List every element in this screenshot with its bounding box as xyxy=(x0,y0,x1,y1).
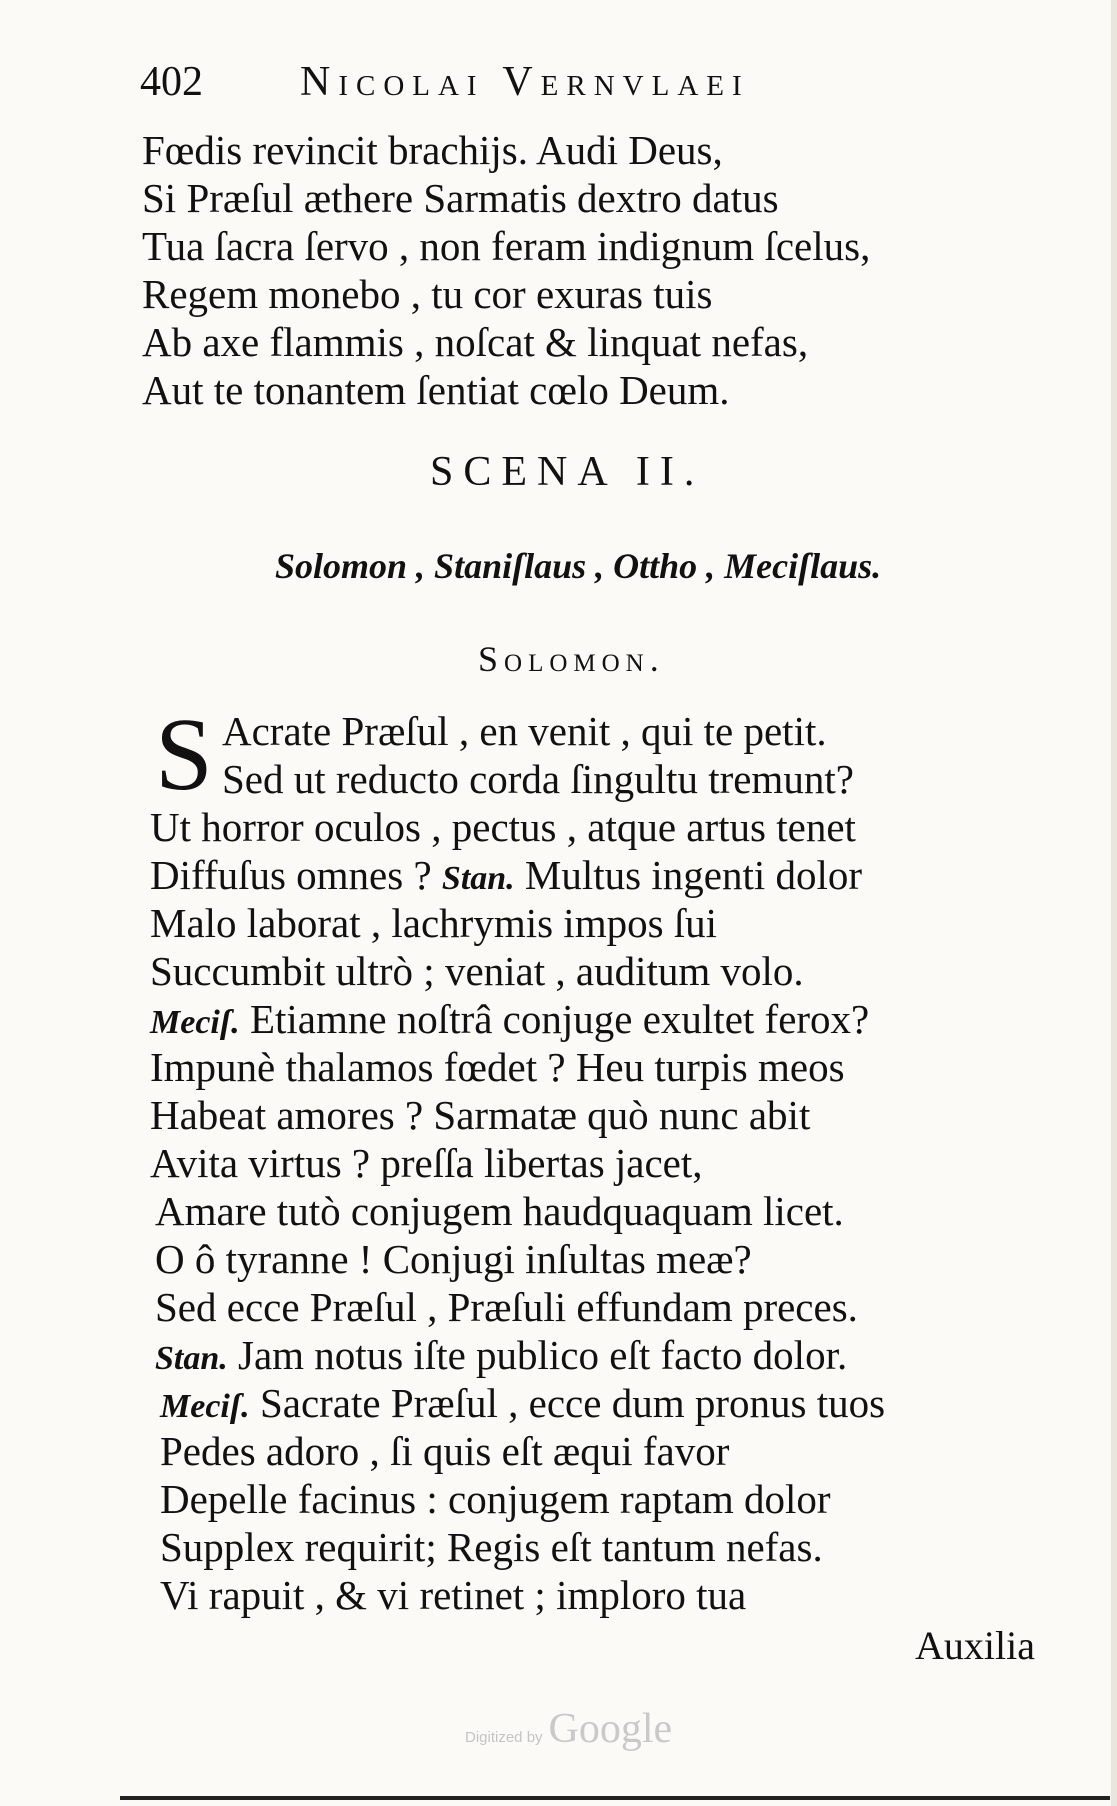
line-text: Amare tutò conjugem haudquaquam licet. xyxy=(155,1188,844,1234)
verse-line: Si Præſul æthere Sarmatis dextro datus xyxy=(142,175,779,221)
dialogue-line xyxy=(160,1427,729,1475)
line-text: Sed ecce Præſul , Præſuli effundam preces. xyxy=(155,1284,858,1330)
dialogue-line xyxy=(150,899,717,947)
running-header xyxy=(140,58,940,116)
line-text: Vi rapuit , & vi retinet ; imploro tua xyxy=(160,1572,747,1618)
dialogue-line xyxy=(150,1139,703,1187)
dialogue-line xyxy=(155,1235,752,1283)
digitization-watermark xyxy=(465,1705,672,1765)
line-text: O ô tyranne ! Conjugi inſultas meæ? xyxy=(155,1236,752,1282)
speaker-label: Stan. xyxy=(441,860,515,897)
dialogue-line xyxy=(160,1523,823,1571)
verse-line: Regem monebo , tu cor exuras tuis xyxy=(142,271,713,317)
running-title: Nicolai Vernvlaei xyxy=(300,59,750,105)
line-text: Depelle facinus : conjugem raptam dolor xyxy=(160,1476,831,1522)
dialogue-line xyxy=(150,803,856,851)
dialogue-line xyxy=(160,1475,831,1523)
dialogue-line xyxy=(155,1283,858,1331)
verse-line: Fœdis revincit brachijs. Audi Deus, xyxy=(142,127,723,173)
line-text: Etiamne noſtrâ conjuge exultet ferox? xyxy=(239,996,870,1042)
scene-title: SCENA II. xyxy=(430,449,705,495)
dialogue-line xyxy=(150,995,869,1043)
first-line: Acrate Præſul , en venit , qui te petit. xyxy=(222,708,827,754)
dialogue-line xyxy=(150,851,862,899)
line-text: Habeat amores ? Sarmatæ quò nunc abit xyxy=(150,1092,811,1138)
line-text: Malo laborat , lachrymis impos ſui xyxy=(150,900,718,946)
speaker-label: Meciſ. xyxy=(150,1004,240,1041)
line-text: Succumbit ultrò ; veniat , auditum volo. xyxy=(150,948,804,994)
line-text: Jam notus iſte publico eſt facto dolor. xyxy=(227,1332,848,1378)
dialogue-line xyxy=(150,947,804,995)
dialogue-line xyxy=(160,1571,746,1619)
line-text: Supplex requirit; Regis eſt tantum nefas. xyxy=(160,1524,823,1570)
digitized-by-label: Digitized by xyxy=(465,1729,543,1746)
line-text: Ut horror oculos , pectus , atque artus tenet xyxy=(150,804,856,850)
line-text: Impunè thalamos fœdet ? Heu turpis meos xyxy=(150,1044,845,1090)
line-text: Sacrate Præſul , ecce dum pronus tuos xyxy=(249,1380,886,1426)
verse-line: Tua ſacra ſervo , non feram indignum ſcelus, xyxy=(142,223,871,269)
google-logo: Google xyxy=(548,1706,673,1752)
dialogue-line xyxy=(155,1331,847,1379)
line-text: Diffuſus omnes ? xyxy=(150,852,432,898)
line-text: Avita virtus ? preſſa libertas jacet, xyxy=(150,1140,703,1186)
dialogue-line xyxy=(150,1043,845,1091)
verse-line: Ab axe flammis , noſcat & linquat nefas, xyxy=(142,319,809,365)
drop-cap: S xyxy=(155,697,213,812)
dialogue-line xyxy=(150,1091,810,1139)
second-line: Sed ut reducto corda ſingultu tremunt? xyxy=(222,756,854,802)
line-text: Pedes adoro , ſi quis eſt æqui favor xyxy=(160,1428,730,1474)
verse-line: Aut te tonantem ſentiat cœlo Deum. xyxy=(142,367,730,413)
page-bottom-edge xyxy=(120,1796,1110,1800)
page-number: 402 xyxy=(140,59,203,105)
catchword: Auxilia xyxy=(915,1623,1035,1668)
dialogue-line xyxy=(160,1379,885,1427)
page-right-edge xyxy=(1111,0,1117,1806)
speaker-heading: Solomon. xyxy=(478,639,665,679)
dialogue-line xyxy=(155,1187,844,1235)
line-text: Multus ingenti dolor xyxy=(514,852,863,898)
speaker-label: Stan. xyxy=(155,1340,228,1377)
character-list: Solomon , Staniſlaus , Ottho , Meciſlaus. xyxy=(275,546,882,586)
speaker-label: Meciſ. xyxy=(160,1388,250,1425)
